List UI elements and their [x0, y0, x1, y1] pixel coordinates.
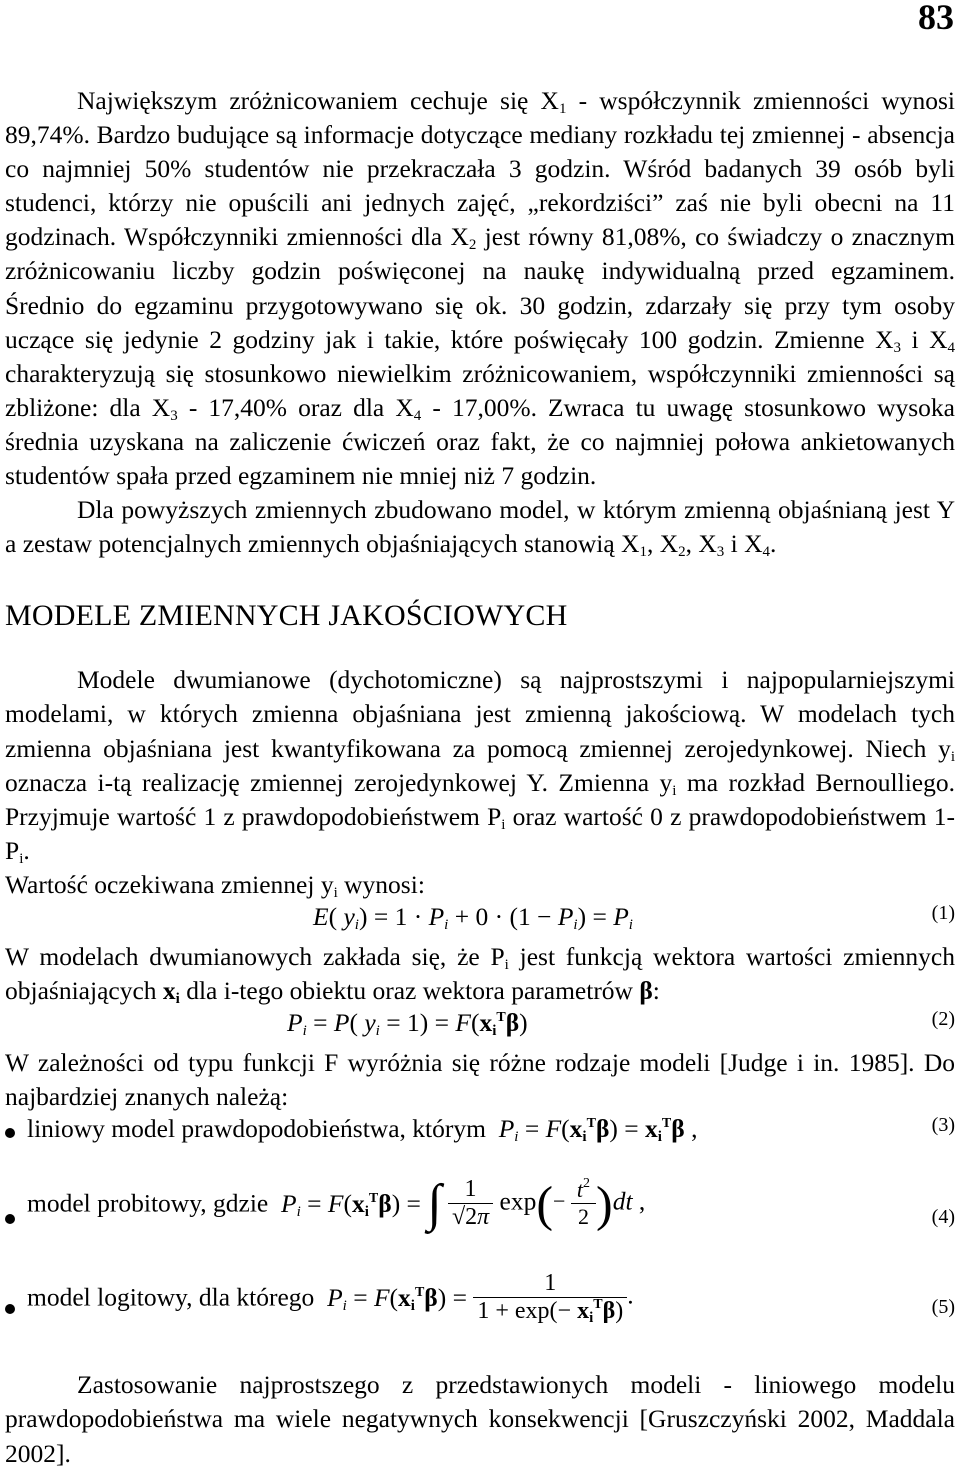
equation-1-expression: E( $y_i) = 1 \cdot P_i + 0 \cdot (1 - P_i) = P_i$	[313, 901, 633, 933]
paragraph-function: W modelach dwumianowych zakłada się, że $P_i$ jest funkcją wektora wartości zmiennych objaśniających $x_i$ dla i-tego obiektu oraz wektora parametrów β:	[5, 941, 955, 1008]
paragraph-model: Dla powyższych zmiennych zbudowano model, w którym zmienną objaśnianą jest Y a zestaw potencjalnych zmiennych objaśniających stanowią $X_1$, $X_2$, $X_3$ i $X_4$.	[5, 495, 955, 561]
equation-2	[5, 1008, 955, 1046]
bullet-probit-number: (4)	[931, 1206, 955, 1229]
bullet-dot	[5, 1304, 15, 1314]
paragraph-models-intro: W zależności od typu funkcji F wyróżnia się różne rodzaje modeli [Judge i in. 1985]. Do najbardziej znanych należą:	[5, 1048, 955, 1112]
page-number: 83	[918, 0, 954, 37]
section-heading: MODELE ZMIENNYCH JAKOŚCIOWYCH	[5, 599, 568, 633]
bullet-probit-text: model probitowy, gdzie $P_i = F(x_i^T\beta)$ = ∫ $\frac{1}{√2\pi}$ exp(− $\frac{t^2}{2}$ )dt ,	[27, 1175, 646, 1233]
bullet-linear-text: liniowy model prawdopodobieństwa, którym $P_i = F(x_i^T\beta) = x_i^T\beta$ ,	[27, 1114, 698, 1146]
equation-1-number: (1)	[931, 901, 955, 924]
equation-2-number: (2)	[931, 1008, 955, 1031]
bullet-logit-number: (5)	[931, 1296, 955, 1319]
paragraph-binomial: Modele dwumianowe (dychotomiczne) są najprostszymi i najpopularniejszymi modelami, w których zmienna objaśniana jest zmienną jakościową. W modelach tych zmienna objaśniana jest kwantyfikowana za pomocą zmiennej zerojedynkowej. Niech $y_i$ oznacza i-tą realizację zmiennej zerojedynkowej Y. Zmienna $y_i$ ma rozkład Bernoulliego. Przyjmuje wartość 1 z prawdopodobieństwem $P_i$ oraz wartość 0 z prawdopodobieństwem $1-P_i$.	[5, 665, 955, 867]
bullet-linear-number: (3)	[931, 1114, 955, 1137]
page-content	[5, 84, 955, 1471]
bullet-linear	[5, 1114, 955, 1180]
bullet-logit-text: model logitowy, dla którego $P_i = F(x_i^T\beta)$ = $\frac{1}{1 + \exp(- x_i^T\beta)}$ .	[27, 1270, 634, 1327]
bullet-logit	[5, 1268, 955, 1368]
bullet-probit	[5, 1175, 955, 1268]
equation-1	[5, 902, 955, 940]
paragraph-conclusion: Zastosowanie najprostszego z przedstawionych modeli - liniowego modelu prawdopodobieństwa ma wiele negatywnych konsekwencji [Gruszczyński 2002, Maddala 2002].	[5, 1370, 955, 1468]
bullet-dot	[5, 1214, 15, 1224]
bullet-dot	[5, 1128, 15, 1138]
paragraph-variation: Największym zróżnicowaniem cechuje się $X_1$ - współczynnik zmienności wynosi 89,74%. Bardzo budujące są informacje dotyczące mediany rozkładu tej zmiennej - absencja co najmniej 50% studentów nie przekraczała 3 godzin. Wśród badanych 39 osób byli studenci, którzy nie opuścili ani jednych zajęć, „rekordziści” zaś nie byli obecni na 11 godzinach. Współczynniki zmienności dla $X_2$ jest równy 81,08%, co świadczy o znacznym zróżnicowaniu liczby godzin poświęconej na naukę indywidualną przed egzaminem. Średnio do egzaminu przygotowywano się ok. 30 godzin, zdarzały się przy tym osoby uczące się jedynie 2 godziny jak i takie, które poświęcały 100 godzin. Zmienne $X_3$ i $X_4$ charakteryzują się stosunkowo niewielkim zróżnicowaniem, współczynniki zmienności są zbliżone: dla $X_3 - 17,40\%$ oraz dla $X_4 - 17,00\%$. Zwraca tu uwagę stosunkowo wysoka średnia uzyskana na zaliczenie ćwiczeń oraz fakt, że co najmniej połowa ankietowanych studentów spała przed egzaminem nie mniej niż 7 godzin.	[5, 86, 956, 491]
paragraph-expected-value: Wartość oczekiwana zmiennej $y_i$ wynosi:	[5, 869, 425, 901]
equation-2-expression: $P_i = P$( $y_i = 1) = F(x_i^T\beta)$	[287, 1008, 528, 1040]
